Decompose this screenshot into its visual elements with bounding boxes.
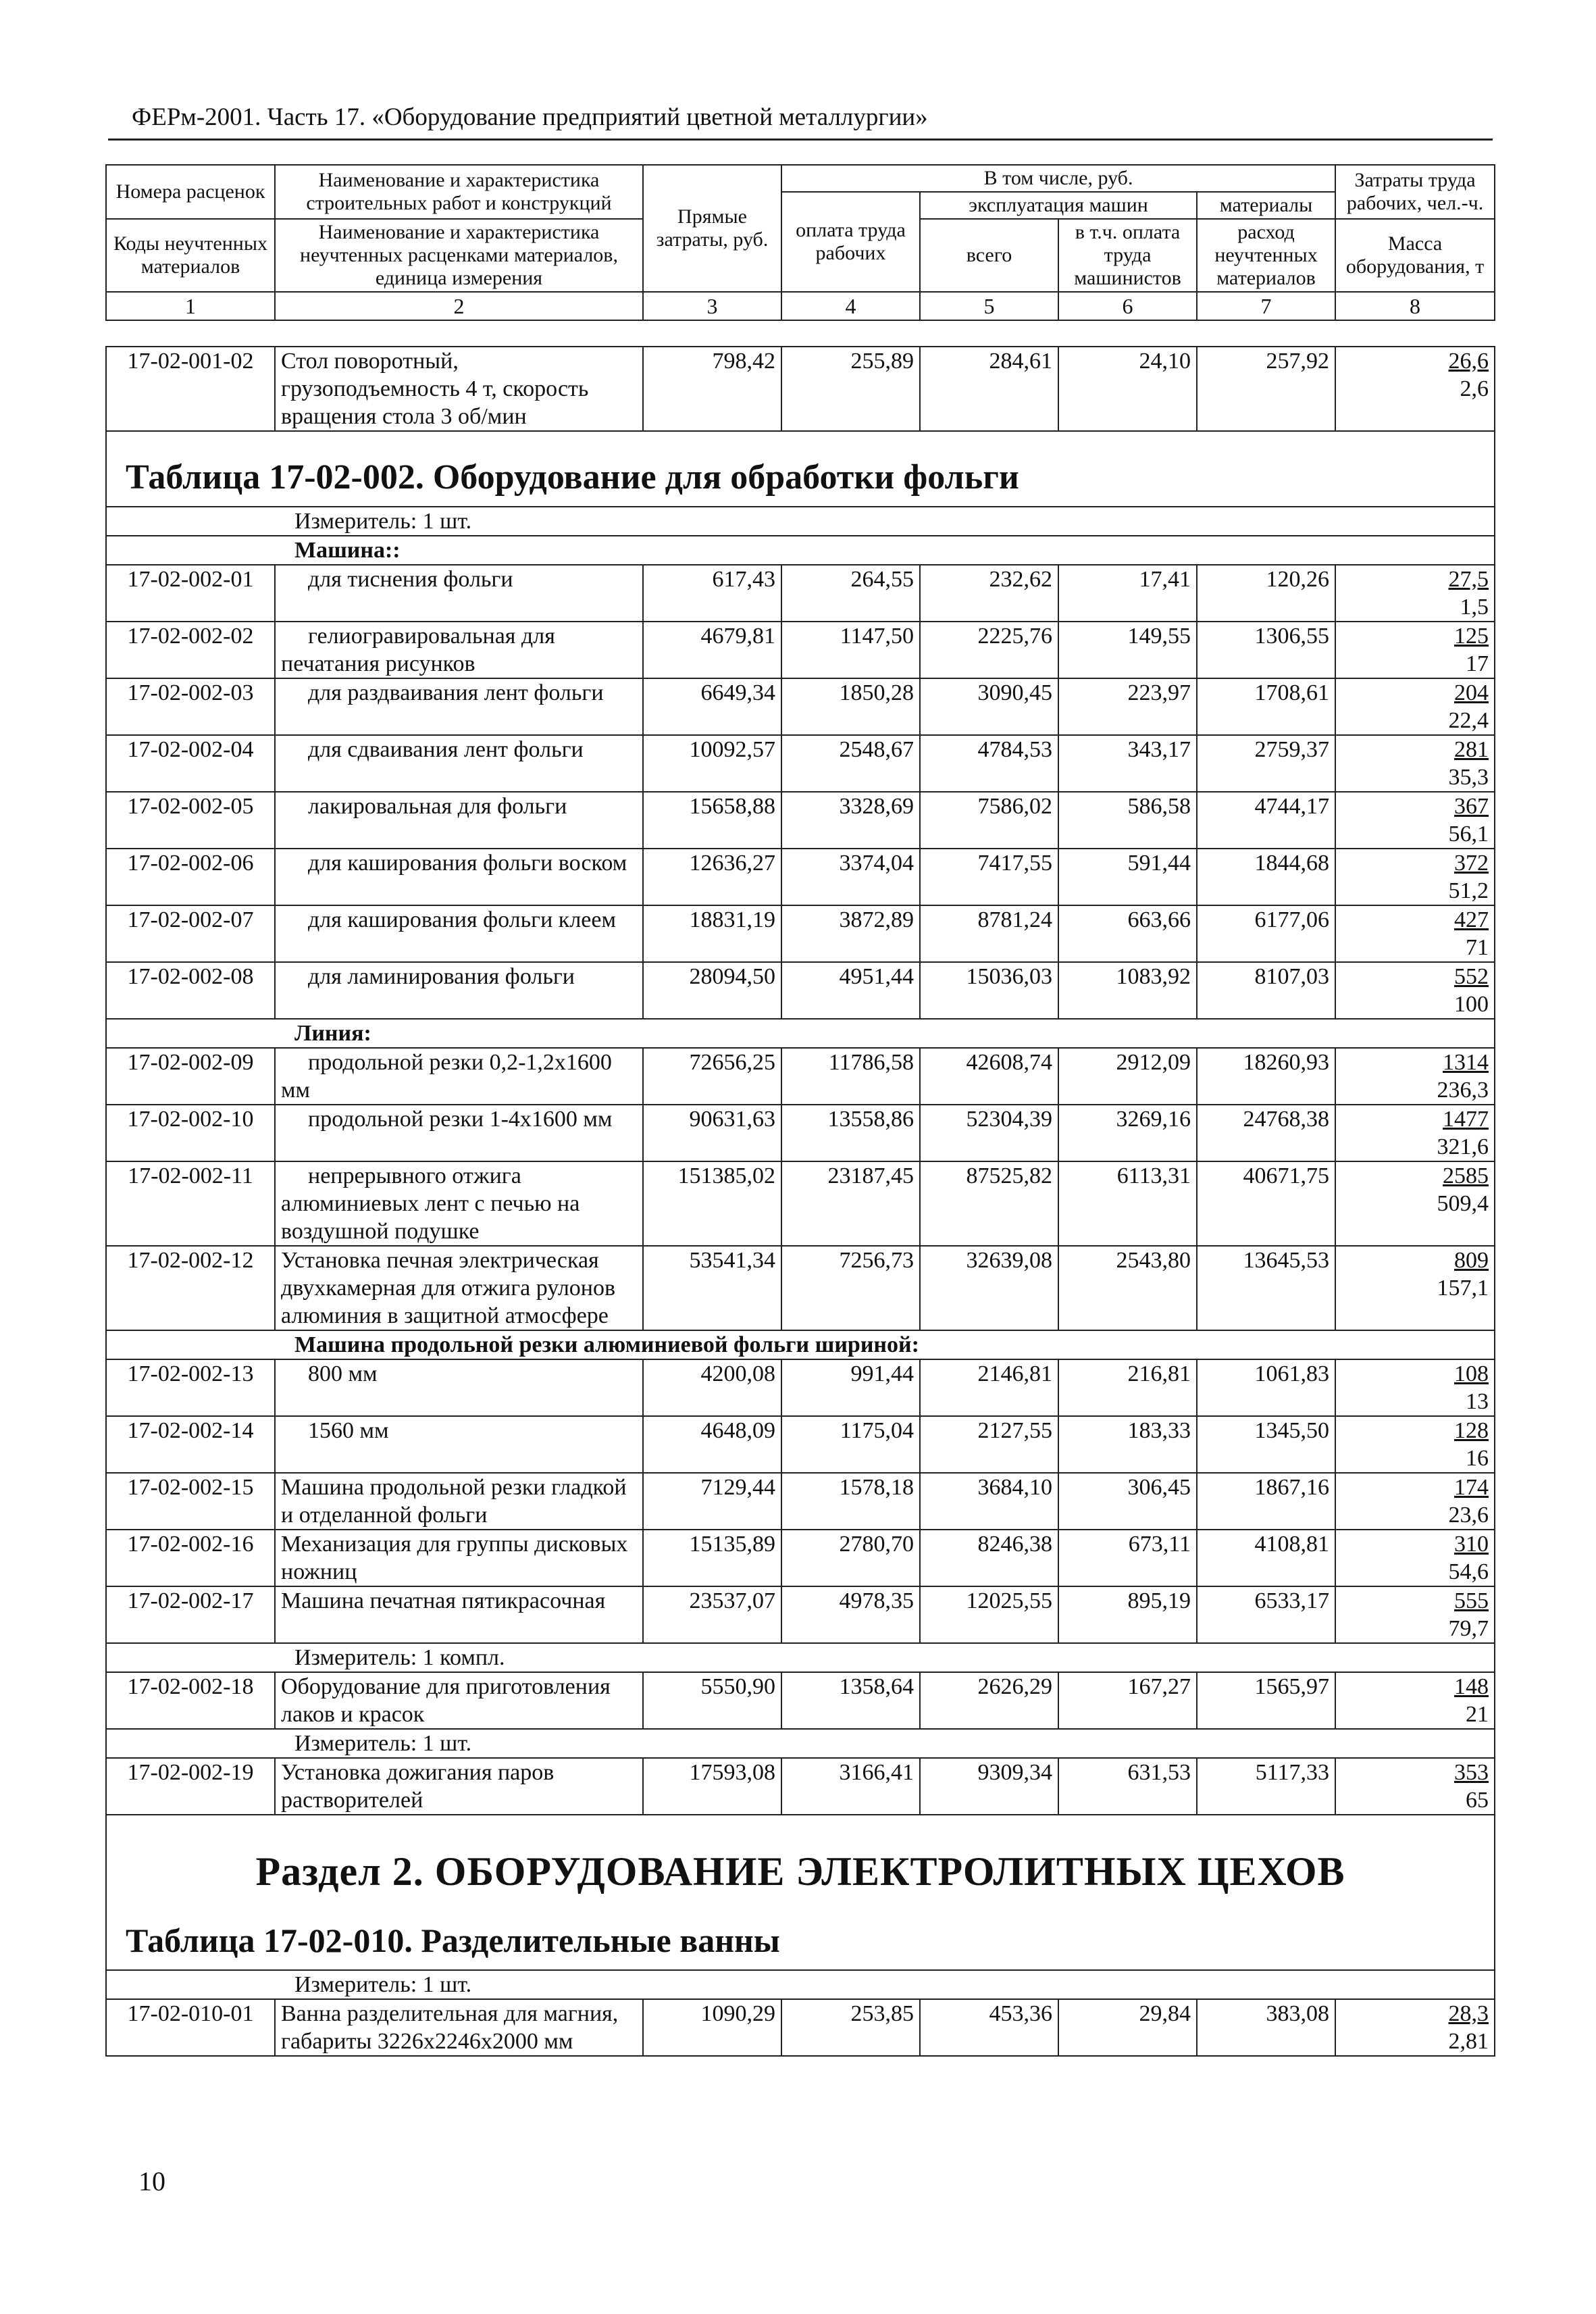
row-code: 17-02-002-06 [127, 851, 254, 876]
row-name: для сдваивания лент фольги [308, 737, 584, 762]
row-code: 17-02-002-14 [127, 1418, 254, 1443]
row-operators: 586,58 [1127, 794, 1191, 819]
row-code: 17-02-002-12 [127, 1248, 254, 1273]
row-mass: 17 [1466, 651, 1489, 676]
col-header-name: Наименование и характеристика строительных работ и конструкций [275, 165, 643, 219]
row-materials: 4108,81 [1254, 1532, 1329, 1557]
row-mass: 1,5 [1460, 595, 1489, 620]
table-row [106, 1359, 1495, 1416]
row-operators: 24,10 [1139, 349, 1191, 374]
table-row [106, 1758, 1495, 1815]
col-num: 2 [275, 292, 643, 320]
col-header-materials: расход неучтенных материалов [1197, 219, 1335, 292]
col-header-direct: Прямые затраты, руб. [643, 165, 781, 292]
row-name: Механизация для группы дисковых ножниц [281, 1532, 628, 1584]
col-header-hours: Затраты труда рабочих, чел.-ч. [1335, 165, 1495, 219]
table-body [105, 346, 1495, 2057]
row-direct: 6649,34 [700, 680, 775, 705]
row-code: 17-02-002-09 [127, 1050, 254, 1075]
table-row [106, 849, 1495, 905]
table-row [106, 678, 1495, 735]
row-operators: 1083,92 [1116, 964, 1191, 989]
row-materials: 6533,17 [1254, 1588, 1329, 1613]
col-num: 4 [781, 292, 920, 320]
col-header-machines: эксплуатация машин [920, 192, 1197, 219]
row-machines: 15036,03 [966, 964, 1052, 989]
row-direct: 28094,50 [689, 964, 775, 989]
row-hours: 174 [1454, 1475, 1489, 1500]
row-direct: 4648,09 [700, 1418, 775, 1443]
row-direct: 151385,02 [677, 1163, 775, 1188]
row-name: продольной резки 0,2-1,2х1600 мм [281, 1050, 612, 1103]
table-row [106, 622, 1495, 678]
row-hours: 28,3 [1448, 2001, 1489, 2026]
row-hours: 310 [1454, 1532, 1489, 1557]
row-direct: 18831,19 [689, 907, 775, 932]
table-row [106, 1048, 1495, 1105]
table-row [106, 565, 1495, 622]
row-code: 17-02-002-03 [127, 680, 254, 705]
measure-label: Измеритель: 1 шт. [294, 1731, 472, 1756]
row-materials: 4744,17 [1254, 794, 1329, 819]
row-operators: 183,33 [1127, 1418, 1191, 1443]
row-name: Установка дожигания паров растворителей [281, 1760, 555, 1813]
col-num: 6 [1058, 292, 1197, 320]
col-header-operators: в т.ч. оплата труда машинистов [1058, 219, 1197, 292]
row-labor: 1578,18 [839, 1475, 914, 1500]
row-hours: 128 [1454, 1418, 1489, 1443]
row-mass: 2,81 [1448, 2029, 1489, 2054]
measure-row [106, 1729, 1495, 1758]
row-direct: 15135,89 [689, 1532, 775, 1557]
table-row [106, 347, 1495, 431]
group-label: Машина продольной резки алюминиевой фольги шириной: [294, 1332, 919, 1357]
row-mass: 2,6 [1460, 376, 1489, 401]
row-machines: 7586,02 [977, 794, 1052, 819]
row-code: 17-02-002-05 [127, 794, 254, 819]
row-mass: 236,3 [1437, 1078, 1489, 1103]
table-row [106, 1416, 1495, 1473]
row-machines: 8246,38 [977, 1532, 1052, 1557]
row-direct: 617,43 [712, 567, 775, 592]
measure-label: Измеритель: 1 шт. [294, 509, 472, 534]
table-title: Таблица 17-02-010. Разделительные ванны [126, 1921, 780, 1959]
table-row [106, 905, 1495, 962]
row-machines: 4784,53 [977, 737, 1052, 762]
col-header-group: В том числе, руб. [781, 165, 1335, 192]
row-operators: 631,53 [1127, 1760, 1191, 1785]
row-direct: 17593,08 [689, 1760, 775, 1785]
row-code: 17-02-002-10 [127, 1107, 254, 1132]
col-header-mass: Масса оборудования, т [1335, 219, 1495, 292]
row-labor: 4951,44 [839, 964, 914, 989]
row-machines: 8781,24 [977, 907, 1052, 932]
col-num: 3 [643, 292, 781, 320]
row-labor: 1358,64 [839, 1674, 914, 1699]
row-materials: 120,26 [1266, 567, 1329, 592]
row-operators: 591,44 [1127, 851, 1191, 876]
group-heading [106, 1330, 1495, 1359]
row-code: 17-02-002-13 [127, 1361, 254, 1386]
row-name: для каширования фольги клеем [308, 907, 616, 932]
row-operators: 149,55 [1127, 624, 1191, 649]
row-mass: 22,4 [1448, 708, 1489, 733]
row-mass: 54,6 [1448, 1559, 1489, 1584]
row-operators: 29,84 [1139, 2001, 1191, 2026]
row-hours: 281 [1454, 737, 1489, 762]
row-labor: 7256,73 [839, 1248, 914, 1273]
row-name: Оборудование для приготовления лаков и красок [281, 1674, 611, 1727]
row-direct: 5550,90 [700, 1674, 775, 1699]
row-labor: 11786,58 [828, 1050, 914, 1075]
row-machines: 3684,10 [977, 1475, 1052, 1500]
row-machines: 87525,82 [966, 1163, 1052, 1188]
table-row [106, 1246, 1495, 1330]
row-hours: 125 [1454, 624, 1489, 649]
row-code: 17-02-002-11 [128, 1163, 253, 1188]
row-code: 17-02-002-01 [127, 567, 254, 592]
row-labor: 1175,04 [840, 1418, 914, 1443]
row-machines: 3090,45 [977, 680, 1052, 705]
measure-label: Измеритель: 1 компл. [294, 1645, 505, 1670]
row-operators: 2543,80 [1116, 1248, 1191, 1273]
row-operators: 223,97 [1127, 680, 1191, 705]
row-hours: 26,6 [1448, 349, 1489, 374]
row-code: 17-02-002-15 [127, 1475, 254, 1500]
row-mass: 65 [1466, 1788, 1489, 1813]
row-materials: 5117,33 [1255, 1760, 1329, 1785]
col-header-labor: оплата труда рабочих [781, 192, 920, 292]
row-machines: 2146,81 [977, 1361, 1052, 1386]
measure-label: Измеритель: 1 шт. [294, 1972, 472, 1997]
row-code: 17-02-002-07 [127, 907, 254, 932]
row-name: для раздваивания лент фольги [308, 680, 604, 705]
row-machines: 7417,55 [977, 851, 1052, 876]
row-machines: 12025,55 [966, 1588, 1052, 1613]
row-direct: 23537,07 [689, 1588, 775, 1613]
row-materials: 1867,16 [1254, 1475, 1329, 1500]
row-operators: 663,66 [1127, 907, 1191, 932]
table-header [105, 164, 1495, 321]
row-hours: 148 [1454, 1674, 1489, 1699]
row-code: 17-02-002-02 [127, 624, 254, 649]
row-labor: 1147,50 [840, 624, 914, 649]
row-machines: 2225,76 [977, 624, 1052, 649]
row-materials: 1565,97 [1254, 1674, 1329, 1699]
row-hours: 27,5 [1448, 567, 1489, 592]
page-header: ФЕРм-2001. Часть 17. «Оборудование предприятий цветной металлургии» [132, 103, 928, 131]
row-direct: 4679,81 [700, 624, 775, 649]
row-hours: 809 [1454, 1248, 1489, 1273]
row-labor: 3374,04 [839, 851, 914, 876]
row-direct: 90631,63 [689, 1107, 775, 1132]
row-mass: 79,7 [1448, 1616, 1489, 1641]
row-name: продольной резки 1-4х1600 мм [308, 1107, 613, 1132]
row-operators: 2912,09 [1116, 1050, 1191, 1075]
row-direct: 12636,27 [689, 851, 775, 876]
measure-row [106, 1970, 1495, 1999]
row-materials: 2759,37 [1254, 737, 1329, 762]
row-name: гелиогравировальная для печатания рисунков [281, 624, 555, 676]
row-operators: 306,45 [1127, 1475, 1191, 1500]
row-labor: 2548,67 [839, 737, 914, 762]
row-labor: 13558,86 [827, 1107, 914, 1132]
row-labor: 3166,41 [839, 1760, 914, 1785]
row-direct: 798,42 [712, 349, 775, 374]
row-mass: 509,4 [1437, 1191, 1489, 1216]
row-operators: 17,41 [1139, 567, 1191, 592]
row-labor: 3328,69 [839, 794, 914, 819]
row-materials: 24768,38 [1243, 1107, 1329, 1132]
group-heading [106, 1019, 1495, 1048]
row-hours: 427 [1454, 907, 1489, 932]
col-header-materials-group: материалы [1197, 192, 1335, 219]
table-row [106, 1999, 1495, 2056]
row-mass: 51,2 [1448, 878, 1489, 903]
row-code: 17-02-010-01 [127, 2001, 254, 2026]
row-mass: 100 [1454, 992, 1489, 1017]
header-rule [108, 139, 1493, 141]
col-num: 8 [1335, 292, 1495, 320]
col-header-machines-total: всего [920, 219, 1058, 292]
row-name: для ламинирования фольги [308, 964, 575, 989]
table-row [106, 1672, 1495, 1729]
row-labor: 1850,28 [839, 680, 914, 705]
row-name: для тиснения фольги [308, 567, 513, 592]
row-direct: 53541,34 [689, 1248, 775, 1273]
row-hours: 204 [1454, 680, 1489, 705]
col-header-name-materials: Наименование и характеристика неучтенных расценками материалов, единица измерения [275, 219, 643, 292]
row-name: для каширования фольги воском [308, 851, 627, 876]
row-hours: 367 [1454, 794, 1489, 819]
table-row [106, 1161, 1495, 1246]
row-materials: 1708,61 [1254, 680, 1329, 705]
row-mass: 35,3 [1448, 765, 1489, 790]
table-row [106, 1586, 1495, 1643]
row-code: 17-02-002-16 [127, 1532, 254, 1557]
row-mass: 16 [1466, 1446, 1489, 1471]
row-materials: 383,08 [1266, 2001, 1329, 2026]
row-operators: 216,81 [1127, 1361, 1191, 1386]
row-materials: 13645,53 [1243, 1248, 1329, 1273]
row-labor: 4978,35 [839, 1588, 914, 1613]
row-direct: 1090,29 [700, 2001, 775, 2026]
row-name: непрерывного отжига алюминиевых лент с печью на воздушной подушке [281, 1163, 580, 1244]
row-labor: 2780,70 [839, 1532, 914, 1557]
row-name: Ванна разделительная для магния, габариты 3226х2246х2000 мм [281, 2001, 619, 2054]
table-row [106, 792, 1495, 849]
col-num: 1 [106, 292, 275, 320]
row-materials: 1061,83 [1254, 1361, 1329, 1386]
row-materials: 1345,50 [1254, 1418, 1329, 1443]
row-hours: 2585 [1443, 1163, 1489, 1188]
row-operators: 895,19 [1127, 1588, 1191, 1613]
row-machines: 453,36 [989, 2001, 1052, 2026]
row-machines: 232,62 [989, 567, 1052, 592]
row-code: 17-02-002-04 [127, 737, 254, 762]
row-hours: 1477 [1443, 1107, 1489, 1132]
row-hours: 1314 [1443, 1050, 1489, 1075]
table-row [106, 735, 1495, 792]
row-name: 1560 мм [308, 1418, 389, 1443]
row-hours: 555 [1454, 1588, 1489, 1613]
row-name: Стол поворотный, грузоподъемность 4 т, скорость вращения стола 3 об/мин [281, 349, 589, 429]
measure-row [106, 1643, 1495, 1672]
row-name: Установка печная электрическая двухкамерная для отжига рулонов алюминия в защитной атмосфере [281, 1248, 616, 1328]
row-code: 17-02-002-08 [127, 964, 254, 989]
row-operators: 6113,31 [1116, 1163, 1191, 1188]
row-mass: 13 [1466, 1389, 1489, 1414]
row-materials: 6177,06 [1254, 907, 1329, 932]
row-operators: 167,27 [1127, 1674, 1191, 1699]
row-operators: 3269,16 [1116, 1107, 1191, 1132]
table-row [106, 1473, 1495, 1530]
row-machines: 284,61 [989, 349, 1052, 374]
row-materials: 40671,75 [1243, 1163, 1329, 1188]
row-mass: 21 [1466, 1702, 1489, 1727]
group-label: Машина:: [294, 538, 401, 563]
table-row [106, 1105, 1495, 1161]
col-num: 7 [1197, 292, 1335, 320]
row-machines: 9309,34 [977, 1760, 1052, 1785]
row-materials: 1844,68 [1254, 851, 1329, 876]
table-row [106, 962, 1495, 1019]
row-labor: 255,89 [850, 349, 914, 374]
table-title: Таблица 17-02-002. Оборудование для обработки фольги [126, 458, 1019, 497]
row-mass: 157,1 [1437, 1276, 1489, 1301]
row-machines: 52304,39 [966, 1107, 1052, 1132]
row-machines: 2626,29 [977, 1674, 1052, 1699]
measure-row [106, 507, 1495, 536]
section-title: Раздел 2. ОБОРУДОВАНИЕ ЭЛЕКТРОЛИТНЫХ ЦЕХОВ [255, 1849, 1345, 1894]
row-machines: 32639,08 [966, 1248, 1052, 1273]
row-machines: 42608,74 [966, 1050, 1052, 1075]
row-hours: 372 [1454, 851, 1489, 876]
row-labor: 23187,45 [827, 1163, 914, 1188]
row-materials: 257,92 [1266, 349, 1329, 374]
table-row [106, 1530, 1495, 1586]
row-machines: 2127,55 [977, 1418, 1052, 1443]
row-name: лакировальная для фольги [308, 794, 567, 819]
col-header-codes-materials: Коды неучтенных материалов [106, 219, 275, 292]
row-hours: 552 [1454, 964, 1489, 989]
group-label: Линия: [294, 1021, 371, 1046]
row-operators: 343,17 [1127, 737, 1191, 762]
row-direct: 7129,44 [700, 1475, 775, 1500]
row-materials: 8107,03 [1254, 964, 1329, 989]
row-direct: 4200,08 [700, 1361, 775, 1386]
row-mass: 321,6 [1437, 1134, 1489, 1159]
row-hours: 353 [1454, 1760, 1489, 1785]
col-header-codes: Номера расценок [106, 165, 275, 219]
row-code: 17-02-001-02 [127, 349, 254, 374]
row-labor: 991,44 [850, 1361, 914, 1386]
row-direct: 10092,57 [689, 737, 775, 762]
row-materials: 18260,93 [1243, 1050, 1329, 1075]
row-name: Машина печатная пятикрасочная [281, 1588, 606, 1613]
group-heading [106, 536, 1495, 565]
row-labor: 253,85 [850, 2001, 914, 2026]
row-labor: 3872,89 [839, 907, 914, 932]
row-materials: 1306,55 [1254, 624, 1329, 649]
col-num: 5 [920, 292, 1058, 320]
row-name: 800 мм [308, 1361, 378, 1386]
row-mass: 56,1 [1448, 822, 1489, 847]
row-code: 17-02-002-17 [127, 1588, 254, 1613]
row-direct: 72656,25 [689, 1050, 775, 1075]
row-mass: 71 [1466, 935, 1489, 960]
row-operators: 673,11 [1128, 1532, 1191, 1557]
row-code: 17-02-002-19 [127, 1760, 254, 1785]
row-name: Машина продольной резки гладкой и отделанной фольги [281, 1475, 627, 1528]
row-labor: 264,55 [850, 567, 914, 592]
row-hours: 108 [1454, 1361, 1489, 1386]
page-number: 10 [138, 2166, 165, 2196]
row-direct: 15658,88 [689, 794, 775, 819]
row-mass: 23,6 [1448, 1503, 1489, 1528]
row-code: 17-02-002-18 [127, 1674, 254, 1699]
